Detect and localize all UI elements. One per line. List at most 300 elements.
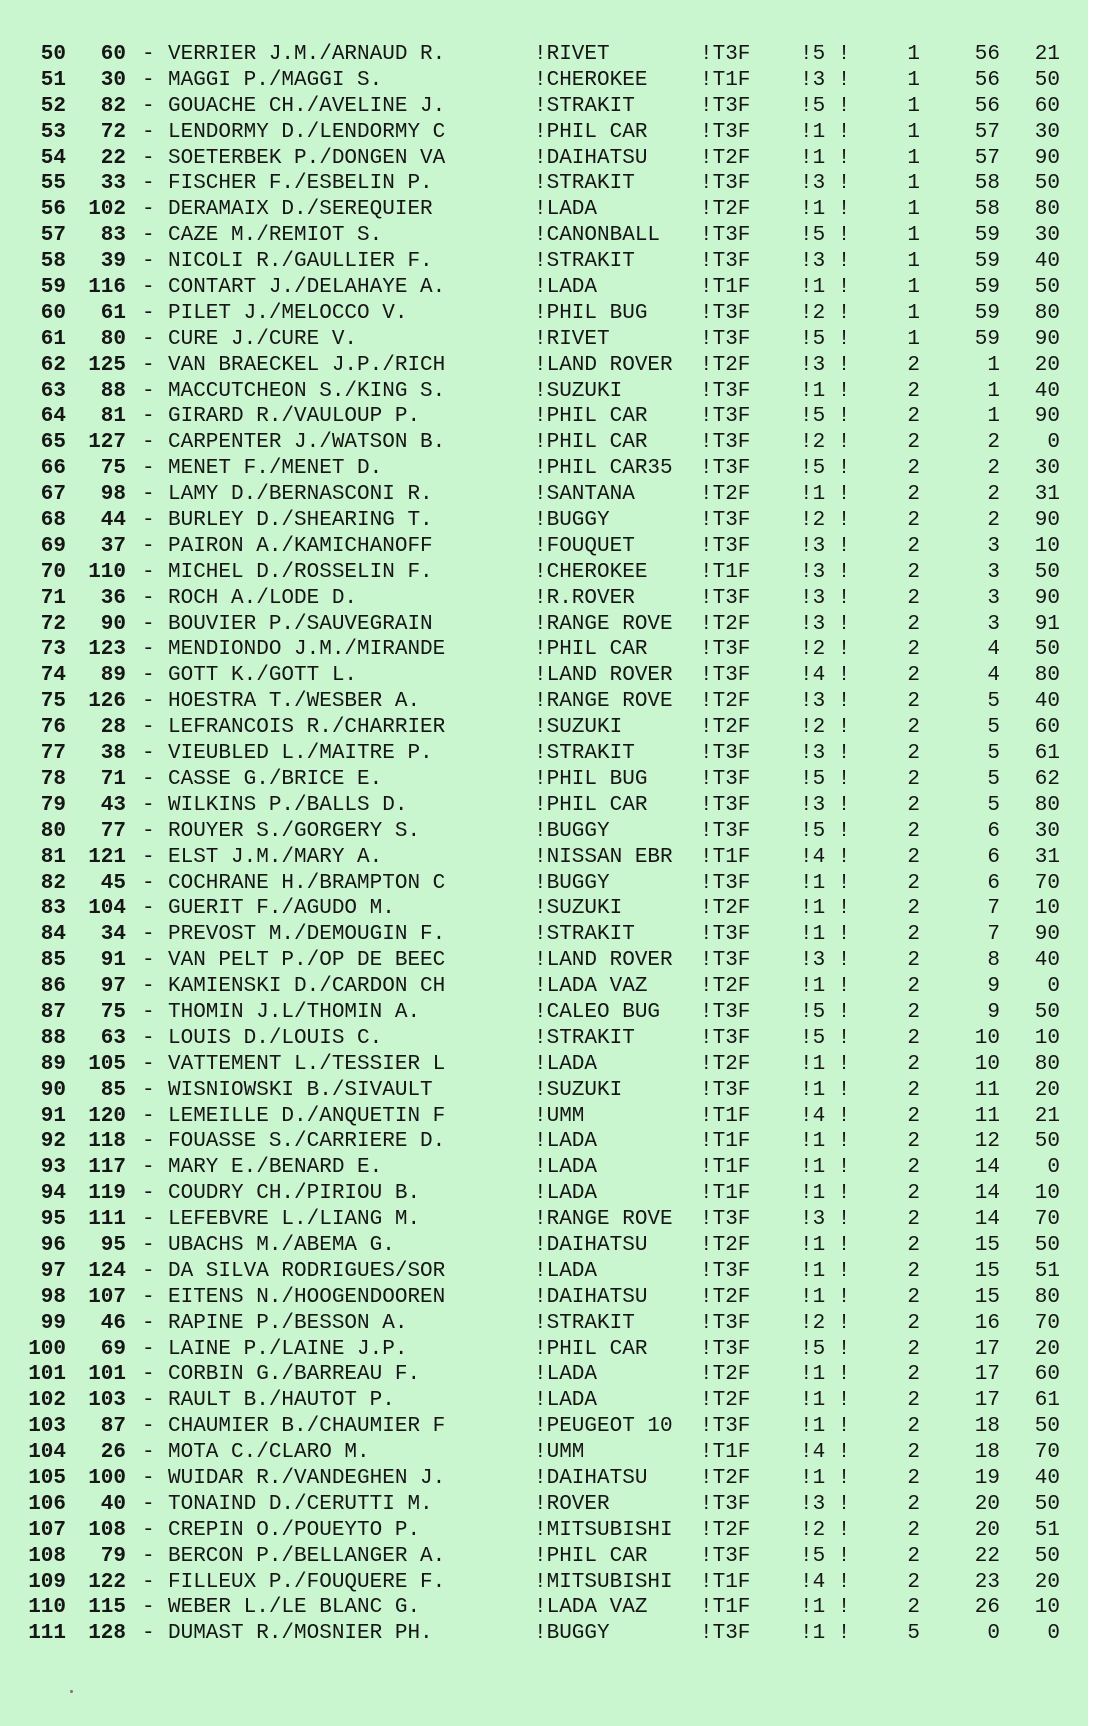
vehicle-cell: !SUZUKI xyxy=(534,379,623,403)
car-number-cell: 46 xyxy=(100,1311,126,1335)
position-cell: 67 xyxy=(40,483,66,507)
group-cell: !5 ! xyxy=(800,819,851,843)
time-hours-cell: 2 xyxy=(907,716,920,740)
crew-cell: BURLEY D./SHEARING T. xyxy=(168,509,433,533)
crew-cell: LEFRANCOIS R./CHARRIER xyxy=(168,716,446,740)
car-number-cell: 30 xyxy=(100,68,126,92)
position-cell: 54 xyxy=(40,146,66,170)
class-cell: !T2F xyxy=(700,975,751,999)
time-hours-cell: 1 xyxy=(907,94,920,118)
vehicle-cell: !STRAKIT xyxy=(534,1311,635,1335)
time-minutes-cell: 59 xyxy=(974,327,1000,351)
time-hours-cell: 2 xyxy=(907,1052,920,1076)
separator-dash: - xyxy=(142,301,155,325)
position-cell: 63 xyxy=(40,379,66,403)
crew-cell: MICHEL D./ROSSELIN F. xyxy=(168,560,433,584)
vehicle-cell: !PHIL CAR xyxy=(534,1337,648,1361)
time-hours-cell: 2 xyxy=(907,353,920,377)
time-hours-cell: 2 xyxy=(907,1337,920,1361)
class-cell: !T3F xyxy=(700,1311,751,1335)
class-cell: !T1F xyxy=(700,845,751,869)
time-hours-cell: 2 xyxy=(907,1596,920,1620)
time-hours-cell: 2 xyxy=(907,379,920,403)
vehicle-cell: !UMM xyxy=(534,1104,585,1128)
car-number-cell: 43 xyxy=(100,793,126,817)
crew-cell: FISCHER F./ESBELIN P. xyxy=(168,172,433,196)
class-cell: !T3F xyxy=(700,1078,751,1102)
class-cell: !T2F xyxy=(700,1466,751,1490)
vehicle-cell: !BUGGY xyxy=(534,819,610,843)
time-hours-cell: 2 xyxy=(907,1389,920,1413)
class-cell: !T3F xyxy=(700,327,751,351)
time-hours-cell: 1 xyxy=(907,172,920,196)
result-row xyxy=(0,1440,1088,1466)
time-seconds-cell: 50 xyxy=(1034,1492,1060,1516)
position-cell: 84 xyxy=(40,923,66,947)
group-cell: !3 ! xyxy=(800,250,851,274)
vehicle-cell: !LADA xyxy=(534,1130,598,1154)
position-cell: 111 xyxy=(28,1622,66,1646)
class-cell: !T1F xyxy=(700,276,751,300)
class-cell: !T2F xyxy=(700,1363,751,1387)
group-cell: !4 ! xyxy=(800,1104,851,1128)
time-seconds-cell: 91 xyxy=(1034,612,1060,636)
time-seconds-cell: 60 xyxy=(1034,716,1060,740)
crew-cell: GUERIT F./AGUDO M. xyxy=(168,897,395,921)
vehicle-cell: !CHEROKEE xyxy=(534,560,648,584)
crew-cell: COCHRANE H./BRAMPTON C xyxy=(168,871,446,895)
time-hours-cell: 5 xyxy=(907,1622,920,1646)
class-cell: !T3F xyxy=(700,871,751,895)
time-minutes-cell: 18 xyxy=(974,1441,1000,1465)
group-cell: !1 ! xyxy=(800,897,851,921)
result-row xyxy=(0,1052,1088,1078)
time-minutes-cell: 58 xyxy=(974,198,1000,222)
class-cell: !T2F xyxy=(700,716,751,740)
position-cell: 94 xyxy=(40,1182,66,1206)
vehicle-cell: !FOUQUET xyxy=(534,534,635,558)
vehicle-cell: !PHIL CAR xyxy=(534,1544,648,1568)
crew-cell: BERCON P./BELLANGER A. xyxy=(168,1544,446,1568)
result-row xyxy=(0,42,1088,68)
vehicle-cell: !CALEO BUG xyxy=(534,1000,661,1024)
crew-cell: ROUYER S./GORGERY S. xyxy=(168,819,421,843)
time-seconds-cell: 20 xyxy=(1034,353,1060,377)
vehicle-cell: !ROVER xyxy=(534,1492,610,1516)
time-seconds-cell: 0 xyxy=(1047,1622,1060,1646)
time-minutes-cell: 17 xyxy=(974,1337,1000,1361)
time-hours-cell: 2 xyxy=(907,1000,920,1024)
time-hours-cell: 2 xyxy=(907,1311,920,1335)
group-cell: !3 ! xyxy=(800,172,851,196)
vehicle-cell: !STRAKIT xyxy=(534,250,635,274)
class-cell: !T3F xyxy=(700,379,751,403)
car-number-cell: 44 xyxy=(100,509,126,533)
crew-cell: ROCH A./LODE D. xyxy=(168,586,358,610)
separator-dash: - xyxy=(142,1104,155,1128)
crew-cell: VAN BRAECKEL J.P./RICH xyxy=(168,353,446,377)
time-hours-cell: 2 xyxy=(907,1104,920,1128)
class-cell: !T1F xyxy=(700,1104,751,1128)
separator-dash: - xyxy=(142,1570,155,1594)
group-cell: !5 ! xyxy=(800,1026,851,1050)
vehicle-cell: !BUGGY xyxy=(534,871,610,895)
time-minutes-cell: 56 xyxy=(974,43,1000,66)
group-cell: !3 ! xyxy=(800,949,851,973)
vehicle-cell: !LADA VAZ xyxy=(534,1596,648,1620)
time-hours-cell: 2 xyxy=(907,1156,920,1180)
separator-dash: - xyxy=(142,1441,155,1465)
class-cell: !T1F xyxy=(700,1441,751,1465)
result-row xyxy=(0,948,1088,974)
vehicle-cell: !STRAKIT xyxy=(534,94,635,118)
time-minutes-cell: 5 xyxy=(987,716,1000,740)
group-cell: !5 ! xyxy=(800,1000,851,1024)
time-hours-cell: 1 xyxy=(907,68,920,92)
separator-dash: - xyxy=(142,690,155,714)
time-seconds-cell: 0 xyxy=(1047,1156,1060,1180)
time-seconds-cell: 50 xyxy=(1034,172,1060,196)
class-cell: !T3F xyxy=(700,1259,751,1283)
car-number-cell: 28 xyxy=(100,716,126,740)
paper-speck xyxy=(70,1690,73,1693)
group-cell: !2 ! xyxy=(800,638,851,662)
time-hours-cell: 2 xyxy=(907,586,920,610)
time-hours-cell: 2 xyxy=(907,1026,920,1050)
time-minutes-cell: 19 xyxy=(974,1466,1000,1490)
time-minutes-cell: 2 xyxy=(987,509,1000,533)
separator-dash: - xyxy=(142,43,155,66)
car-number-cell: 39 xyxy=(100,250,126,274)
vehicle-cell: !STRAKIT xyxy=(534,172,635,196)
time-seconds-cell: 70 xyxy=(1034,1441,1060,1465)
result-row xyxy=(0,482,1088,508)
car-number-cell: 125 xyxy=(88,353,126,377)
class-cell: !T3F xyxy=(700,1208,751,1232)
group-cell: !1 ! xyxy=(800,120,851,144)
vehicle-cell: !DAIHATSU xyxy=(534,146,648,170)
time-seconds-cell: 90 xyxy=(1034,586,1060,610)
separator-dash: - xyxy=(142,1596,155,1620)
time-minutes-cell: 5 xyxy=(987,742,1000,766)
result-row xyxy=(0,637,1088,663)
time-hours-cell: 1 xyxy=(907,224,920,248)
time-minutes-cell: 1 xyxy=(987,379,1000,403)
car-number-cell: 117 xyxy=(88,1156,126,1180)
car-number-cell: 126 xyxy=(88,690,126,714)
vehicle-cell: !PHIL CAR xyxy=(534,405,648,429)
separator-dash: - xyxy=(142,1156,155,1180)
result-row xyxy=(0,146,1088,172)
time-seconds-cell: 50 xyxy=(1034,1000,1060,1024)
result-row xyxy=(0,1621,1088,1647)
separator-dash: - xyxy=(142,172,155,196)
position-cell: 92 xyxy=(40,1130,66,1154)
separator-dash: - xyxy=(142,146,155,170)
position-cell: 88 xyxy=(40,1026,66,1050)
separator-dash: - xyxy=(142,975,155,999)
result-row xyxy=(0,1570,1088,1596)
car-number-cell: 95 xyxy=(100,1233,126,1257)
separator-dash: - xyxy=(142,534,155,558)
position-cell: 50 xyxy=(40,43,66,66)
vehicle-cell: !PHIL CAR xyxy=(534,120,648,144)
time-seconds-cell: 50 xyxy=(1034,68,1060,92)
crew-cell: KAMIENSKI D./CARDON CH xyxy=(168,975,446,999)
result-row xyxy=(0,327,1088,353)
group-cell: !1 ! xyxy=(800,975,851,999)
car-number-cell: 88 xyxy=(100,379,126,403)
time-minutes-cell: 6 xyxy=(987,871,1000,895)
crew-cell: EITENS N./HOOGENDOOREN xyxy=(168,1285,446,1309)
car-number-cell: 72 xyxy=(100,120,126,144)
separator-dash: - xyxy=(142,457,155,481)
separator-dash: - xyxy=(142,1052,155,1076)
position-cell: 70 xyxy=(40,560,66,584)
group-cell: !1 ! xyxy=(800,1466,851,1490)
group-cell: !1 ! xyxy=(800,923,851,947)
position-cell: 60 xyxy=(40,301,66,325)
result-row xyxy=(0,1233,1088,1259)
class-cell: !T3F xyxy=(700,819,751,843)
position-cell: 69 xyxy=(40,534,66,558)
result-row xyxy=(0,508,1088,534)
vehicle-cell: !DAIHATSU xyxy=(534,1285,648,1309)
crew-cell: GIRARD R./VAULOUP P. xyxy=(168,405,421,429)
crew-cell: RAULT B./HAUTOT P. xyxy=(168,1389,395,1413)
vehicle-cell: !LADA xyxy=(534,1052,598,1076)
group-cell: !4 ! xyxy=(800,1441,851,1465)
car-number-cell: 87 xyxy=(100,1415,126,1439)
result-row xyxy=(0,1388,1088,1414)
time-minutes-cell: 10 xyxy=(974,1026,1000,1050)
car-number-cell: 37 xyxy=(100,534,126,558)
car-number-cell: 124 xyxy=(88,1259,126,1283)
separator-dash: - xyxy=(142,716,155,740)
time-hours-cell: 1 xyxy=(907,276,920,300)
time-seconds-cell: 80 xyxy=(1034,198,1060,222)
time-minutes-cell: 56 xyxy=(974,68,1000,92)
position-cell: 77 xyxy=(40,742,66,766)
car-number-cell: 101 xyxy=(88,1363,126,1387)
time-minutes-cell: 3 xyxy=(987,586,1000,610)
group-cell: !1 ! xyxy=(800,1622,851,1646)
position-cell: 109 xyxy=(28,1570,66,1594)
position-cell: 79 xyxy=(40,793,66,817)
class-cell: !T3F xyxy=(700,1492,751,1516)
crew-cell: THOMIN J.L/THOMIN A. xyxy=(168,1000,421,1024)
crew-cell: LEFEBVRE L./LIANG M. xyxy=(168,1208,421,1232)
time-hours-cell: 2 xyxy=(907,405,920,429)
separator-dash: - xyxy=(142,1026,155,1050)
time-minutes-cell: 9 xyxy=(987,1000,1000,1024)
group-cell: !3 ! xyxy=(800,742,851,766)
separator-dash: - xyxy=(142,276,155,300)
time-seconds-cell: 40 xyxy=(1034,1466,1060,1490)
vehicle-cell: !LADA xyxy=(534,1156,598,1180)
crew-cell: CORBIN G./BARREAU F. xyxy=(168,1363,421,1387)
time-seconds-cell: 50 xyxy=(1034,276,1060,300)
vehicle-cell: !PHIL CAR xyxy=(534,431,648,455)
time-hours-cell: 2 xyxy=(907,483,920,507)
position-cell: 102 xyxy=(28,1389,66,1413)
result-row xyxy=(0,612,1088,638)
time-minutes-cell: 57 xyxy=(974,120,1000,144)
time-minutes-cell: 56 xyxy=(974,94,1000,118)
crew-cell: CASSE G./BRICE E. xyxy=(168,767,383,791)
separator-dash: - xyxy=(142,1389,155,1413)
group-cell: !1 ! xyxy=(800,1052,851,1076)
crew-cell: GOUACHE CH./AVELINE J. xyxy=(168,94,446,118)
crew-cell: MENDIONDO J.M./MIRANDE xyxy=(168,638,446,662)
time-minutes-cell: 16 xyxy=(974,1311,1000,1335)
time-seconds-cell: 10 xyxy=(1034,1026,1060,1050)
time-minutes-cell: 8 xyxy=(987,949,1000,973)
class-cell: !T2F xyxy=(700,897,751,921)
separator-dash: - xyxy=(142,509,155,533)
position-cell: 66 xyxy=(40,457,66,481)
vehicle-cell: !SUZUKI xyxy=(534,716,623,740)
result-row xyxy=(0,1544,1088,1570)
vehicle-cell: !CANONBALL xyxy=(534,224,661,248)
result-row xyxy=(0,68,1088,94)
separator-dash: - xyxy=(142,94,155,118)
class-cell: !T1F xyxy=(700,1570,751,1594)
car-number-cell: 100 xyxy=(88,1466,126,1490)
time-seconds-cell: 0 xyxy=(1047,431,1060,455)
time-seconds-cell: 21 xyxy=(1034,1104,1060,1128)
result-row xyxy=(0,1000,1088,1026)
time-seconds-cell: 80 xyxy=(1034,1285,1060,1309)
class-cell: !T3F xyxy=(700,120,751,144)
time-seconds-cell: 80 xyxy=(1034,1052,1060,1076)
time-seconds-cell: 70 xyxy=(1034,871,1060,895)
separator-dash: - xyxy=(142,1544,155,1568)
separator-dash: - xyxy=(142,224,155,248)
time-minutes-cell: 2 xyxy=(987,431,1000,455)
group-cell: !1 ! xyxy=(800,1285,851,1309)
position-cell: 80 xyxy=(40,819,66,843)
class-cell: !T3F xyxy=(700,534,751,558)
crew-cell: LAINE P./LAINE J.P. xyxy=(168,1337,408,1361)
time-hours-cell: 2 xyxy=(907,975,920,999)
separator-dash: - xyxy=(142,1466,155,1490)
car-number-cell: 97 xyxy=(100,975,126,999)
vehicle-cell: !RIVET xyxy=(534,327,610,351)
result-row xyxy=(0,430,1088,456)
result-row xyxy=(0,353,1088,379)
time-hours-cell: 2 xyxy=(907,949,920,973)
result-row xyxy=(0,120,1088,146)
car-number-cell: 45 xyxy=(100,871,126,895)
separator-dash: - xyxy=(142,1622,155,1646)
result-row xyxy=(0,1466,1088,1492)
vehicle-cell: !RANGE ROVE xyxy=(534,1208,673,1232)
vehicle-cell: !NISSAN EBR xyxy=(534,845,673,869)
result-row xyxy=(0,1337,1088,1363)
result-row xyxy=(0,223,1088,249)
time-hours-cell: 2 xyxy=(907,1078,920,1102)
vehicle-cell: !LADA xyxy=(534,1182,598,1206)
group-cell: !1 ! xyxy=(800,1130,851,1154)
class-cell: !T1F xyxy=(700,1130,751,1154)
position-cell: 106 xyxy=(28,1492,66,1516)
crew-cell: PREVOST M./DEMOUGIN F. xyxy=(168,923,446,947)
vehicle-cell: !PEUGEOT 10 xyxy=(534,1415,673,1439)
position-cell: 95 xyxy=(40,1208,66,1232)
result-row xyxy=(0,715,1088,741)
time-minutes-cell: 14 xyxy=(974,1156,1000,1180)
car-number-cell: 122 xyxy=(88,1570,126,1594)
time-seconds-cell: 20 xyxy=(1034,1570,1060,1594)
group-cell: !2 ! xyxy=(800,1518,851,1542)
separator-dash: - xyxy=(142,1285,155,1309)
car-number-cell: 61 xyxy=(100,301,126,325)
time-hours-cell: 2 xyxy=(907,1441,920,1465)
position-cell: 51 xyxy=(40,68,66,92)
result-row xyxy=(0,845,1088,871)
crew-cell: CHAUMIER B./CHAUMIER F xyxy=(168,1415,446,1439)
position-cell: 76 xyxy=(40,716,66,740)
result-row xyxy=(0,663,1088,689)
group-cell: !1 ! xyxy=(800,1415,851,1439)
crew-cell: CURE J./CURE V. xyxy=(168,327,358,351)
group-cell: !5 ! xyxy=(800,327,851,351)
time-hours-cell: 2 xyxy=(907,1466,920,1490)
time-hours-cell: 1 xyxy=(907,146,920,170)
vehicle-cell: !LADA xyxy=(534,198,598,222)
car-number-cell: 80 xyxy=(100,327,126,351)
position-cell: 53 xyxy=(40,120,66,144)
result-row xyxy=(0,793,1088,819)
result-row xyxy=(0,301,1088,327)
class-cell: !T1F xyxy=(700,560,751,584)
group-cell: !2 ! xyxy=(800,509,851,533)
time-hours-cell: 2 xyxy=(907,1363,920,1387)
time-hours-cell: 2 xyxy=(907,1544,920,1568)
class-cell: !T2F xyxy=(700,1233,751,1257)
time-minutes-cell: 57 xyxy=(974,146,1000,170)
result-row xyxy=(0,1414,1088,1440)
position-cell: 56 xyxy=(40,198,66,222)
time-seconds-cell: 80 xyxy=(1034,793,1060,817)
separator-dash: - xyxy=(142,405,155,429)
time-seconds-cell: 50 xyxy=(1034,638,1060,662)
position-cell: 96 xyxy=(40,1233,66,1257)
position-cell: 59 xyxy=(40,276,66,300)
car-number-cell: 90 xyxy=(100,612,126,636)
car-number-cell: 22 xyxy=(100,146,126,170)
position-cell: 107 xyxy=(28,1518,66,1542)
time-hours-cell: 2 xyxy=(907,457,920,481)
time-seconds-cell: 60 xyxy=(1034,1363,1060,1387)
crew-cell: VIEUBLED L./MAITRE P. xyxy=(168,742,433,766)
position-cell: 81 xyxy=(40,845,66,869)
group-cell: !3 ! xyxy=(800,612,851,636)
vehicle-cell: !RANGE ROVE xyxy=(534,690,673,714)
time-hours-cell: 2 xyxy=(907,664,920,688)
time-hours-cell: 2 xyxy=(907,638,920,662)
group-cell: !1 ! xyxy=(800,1156,851,1180)
group-cell: !3 ! xyxy=(800,690,851,714)
class-cell: !T2F xyxy=(700,1518,751,1542)
group-cell: !1 ! xyxy=(800,1233,851,1257)
class-cell: !T3F xyxy=(700,742,751,766)
position-cell: 61 xyxy=(40,327,66,351)
crew-cell: MAGGI P./MAGGI S. xyxy=(168,68,383,92)
class-cell: !T2F xyxy=(700,353,751,377)
time-seconds-cell: 51 xyxy=(1034,1518,1060,1542)
